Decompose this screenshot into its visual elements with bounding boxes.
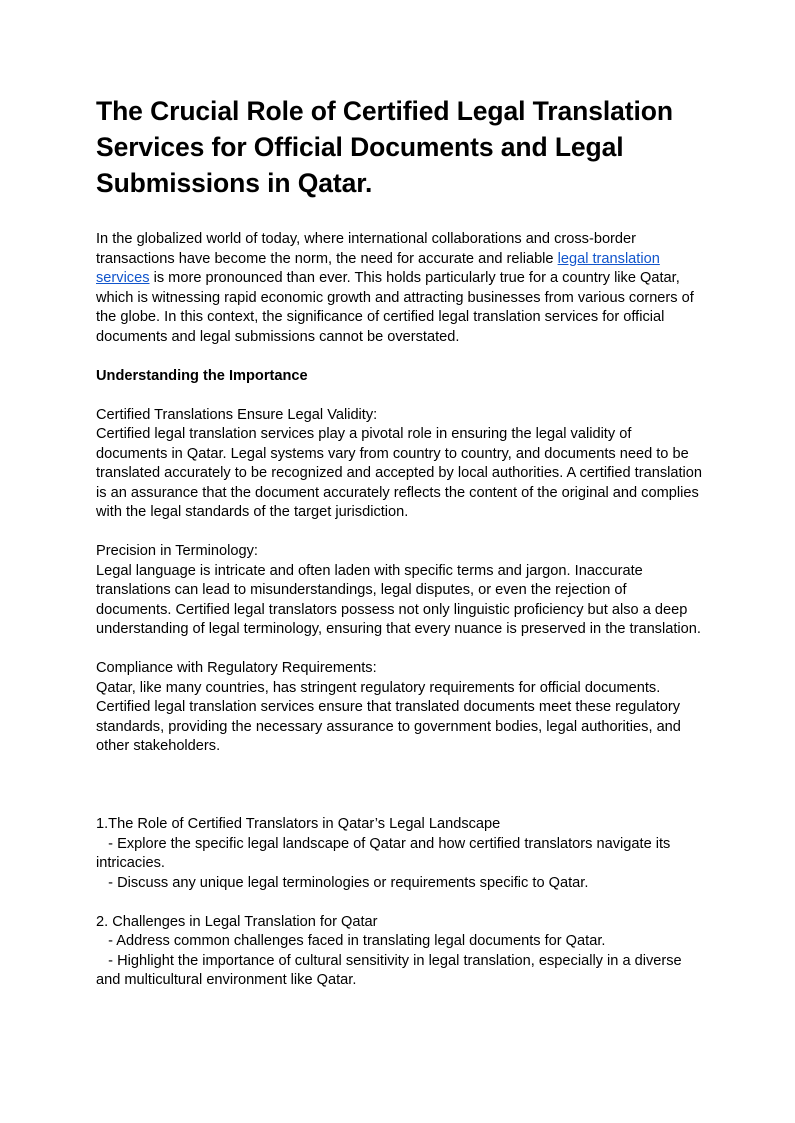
outline-item: - Discuss any unique legal terminologies or requirements specific to Qatar.	[96, 874, 589, 891]
spacer	[96, 893, 706, 913]
outline-title: 1.The Role of Certified Translators in Qatar’s Legal Landscape	[96, 816, 501, 832]
spacer	[96, 386, 706, 406]
point-body: Certified legal translation services play a pivotal role in ensuring the legal validity of documents in Qatar. Legal systems vary from country to country, and documents need to be translated accurately to be recognized and accepted by local authorities. A certified translation is an assurance that the document accurately reflects the content of the original and complies with the legal standards of the target jurisdiction.	[96, 426, 703, 520]
section-heading: Understanding the Importance	[96, 367, 308, 384]
point-heading: Compliance with Regulatory Requirements:	[96, 660, 377, 676]
point-body: Qatar, like many countries, has stringent regulatory requirements for official documents. Certified legal translation services ensure that translated documents meet these regulatory standards, providing the necessary assurance to government bodies, legal authorities, and other stakeholders.	[96, 679, 681, 754]
point-heading: Precision in Terminology:	[96, 543, 258, 559]
spacer	[96, 523, 706, 543]
point-body: Legal language is intricate and often laden with specific terms and jargon. Inaccurate translations can lead to misunderstandings, legal disputes, or even the rejection of documents. Certified legal translators possess not only linguistic proficiency but also a deep understanding of legal terminology, ensuring that every nuance is preserved in the translation.	[96, 562, 701, 637]
document-page	[96, 93, 706, 991]
spacer	[96, 757, 706, 816]
intro-text-start: In the globalized world of today, where international collaborations and cross-border transactions have become the norm, the need for accurate and reliable	[96, 231, 637, 267]
intro-paragraph	[96, 230, 706, 347]
spacer	[96, 640, 706, 660]
intro-text-end: is more pronounced than ever. This holds particularly true for a country like Qatar, which is witnessing rapid economic growth and attracting businesses from various corners of the globe. In this context, the significance of certified legal translation services for official documents and legal submissions cannot be overstated.	[96, 270, 694, 345]
outline-item: - Explore the specific legal landscape of Qatar and how certified translators navigate its intricacies.	[96, 835, 675, 871]
point-heading: Certified Translations Ensure Legal Validity:	[96, 406, 378, 423]
outline-item: - Highlight the importance of cultural sensitivity in legal translation, especially in a diverse and multicultural environment like Qatar.	[96, 952, 686, 988]
outline-item: - Address common challenges faced in translating legal documents for Qatar.	[96, 933, 606, 949]
spacer	[96, 347, 706, 367]
outline-title: 2. Challenges in Legal Translation for Qatar	[96, 913, 378, 930]
document-title: The Crucial Role of Certified Legal Translation Services for Official Documents and Legal Submissions in Qatar.	[96, 96, 673, 198]
legal-translation-services-link[interactable]: legal translation services	[96, 250, 660, 286]
